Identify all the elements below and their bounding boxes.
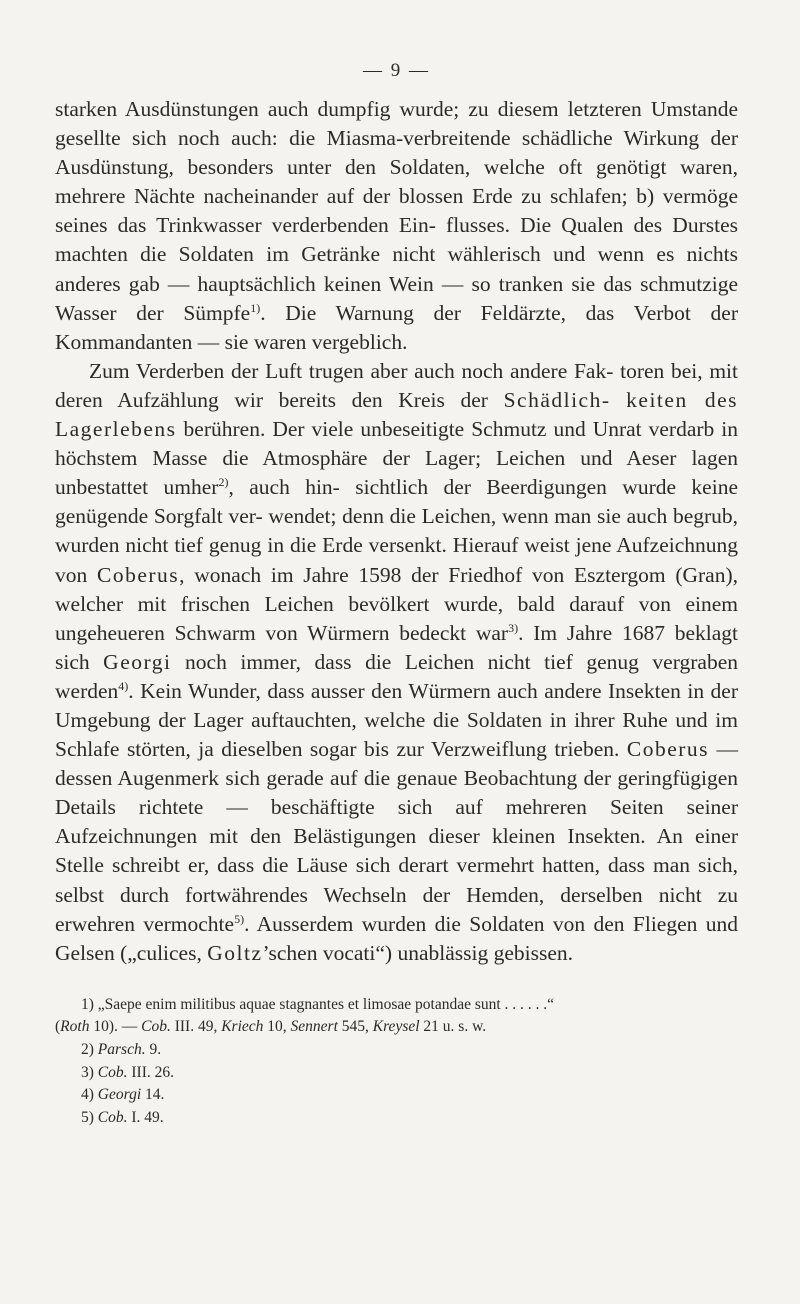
footnote-3: 3) Cob. III. 26. — [81, 1063, 175, 1081]
paragraph-2: Zum Verderben der Luft trugen aber auch noch andere Fak- toren bei, mit deren Aufzählung wir bereits den Kreis der Schädlich- keiten des Lagerlebens berühren. Der viele unbeseitigte Schmutz und Unrat verdarb in höchstem Masse die Atmosphäre der Lager; Leichen und Aeser lagen unbestattet umher$^{2)}$, auch hin- sichtlich der Beerdigungen wurde keine genügende Sorgfalt ver- wendet; denn die Leichen, wenn man sie auch begrub, wurden nicht tief genug in die Erde versenkt. Hierauf weist jene Aufzeichnung von Coberus, wonach im Jahre 1598 der Friedhof von Esztergom (Gran), welcher mit frischen Leichen bevölkert wurde, bald darauf von einem ungeheueren Schwarm von Würmern bedeckt war$^{3)}$. Im Jahre 1687 beklagt sich Georgi noch immer, dass die Leichen nicht tief genug vergraben werden$^{4)}$. Kein Wunder, dass ausser den Würmern auch andere Insekten in der Umgebung der Lager auftauchten, welche die Soldaten in ihrer Ruhe und im Schlafe störten, ja dieselben sogar bis zur Verzweiflung trieben. Coberus — dessen Augenmerk sich gerade auf die genaue Beobachtung der geringfügigen Details richtete — beschäftigte sich auf mehreren Seiten seiner Aufzeichnungen mit den Belästigungen dieser kleinen Insekten. An einer Stelle schreibt er, dass die Läuse sich derart vermehrt hatten, dass man sich, selbst durch fortwährendes Wechseln der Hemden, derselben nicht zu erwehren vermochte$^{5)}$. Ausserdem wurden die Soldaten von den Fliegen und Gelsen („culices, Goltz’schen vocati“) unablässig gebissen. — [55, 358, 739, 965]
paragraph-1: starken Ausdünstungen auch dumpfig wurde; zu diesem letzteren Umstande gesellte sich noch auch: die Miasma-verbreitende schädliche Wirkung der Ausdünstung, besonders unter den Soldaten, welche oft genötigt waren, mehrere Nächte nacheinander auf der blossen Erde zu schlafen; b) vermöge seines das Trinkwasser verderbenden Ein- flusses. Die Qualen des Durstes machten die Soldaten im Getränke nicht wählerisch und wenn es nichts anderes gab — hauptsächlich keinen Wein — so tranken sie das schmutzige Wasser der Sümpfe$^{1)}$. Die Warnung der Feldärzte, das Verbot der Kommandanten — sie waren vergeblich. — [55, 97, 739, 354]
footnote-1: 1) „Saepe enim militibus aquae stagnantes et limosae potandae sunt . . . . . .“ — [81, 995, 555, 1013]
author-name: Coberus — [96, 562, 180, 587]
footnote-ref-4: 4) — [118, 678, 129, 693]
footnote-ref-3: 3) — [508, 620, 519, 635]
body-text — [55, 95, 738, 968]
author-name: Coberus — [626, 737, 710, 762]
footnote-1-continued: (Roth 10). — Cob. III. 49, Kriech 10, Sennert 545, Kreysel 21 u. s. w. — [55, 1018, 487, 1036]
page-number: — 9 — — [363, 60, 430, 81]
footnote-4: 4) Georgi 14. — [81, 1086, 165, 1104]
footnote-ref-5: 5) — [234, 911, 245, 926]
author-name: Goltz — [207, 940, 263, 965]
footnote-5: 5) Cob. I. 49. — [81, 1108, 164, 1126]
footnote-ref-1: 1) — [250, 300, 261, 315]
footnote-2: 2) Parsch. 9. — [81, 1041, 162, 1058]
footnote-ref-2: 2) — [218, 475, 229, 490]
author-name: Georgi — [103, 649, 172, 674]
footnotes — [55, 994, 738, 1130]
